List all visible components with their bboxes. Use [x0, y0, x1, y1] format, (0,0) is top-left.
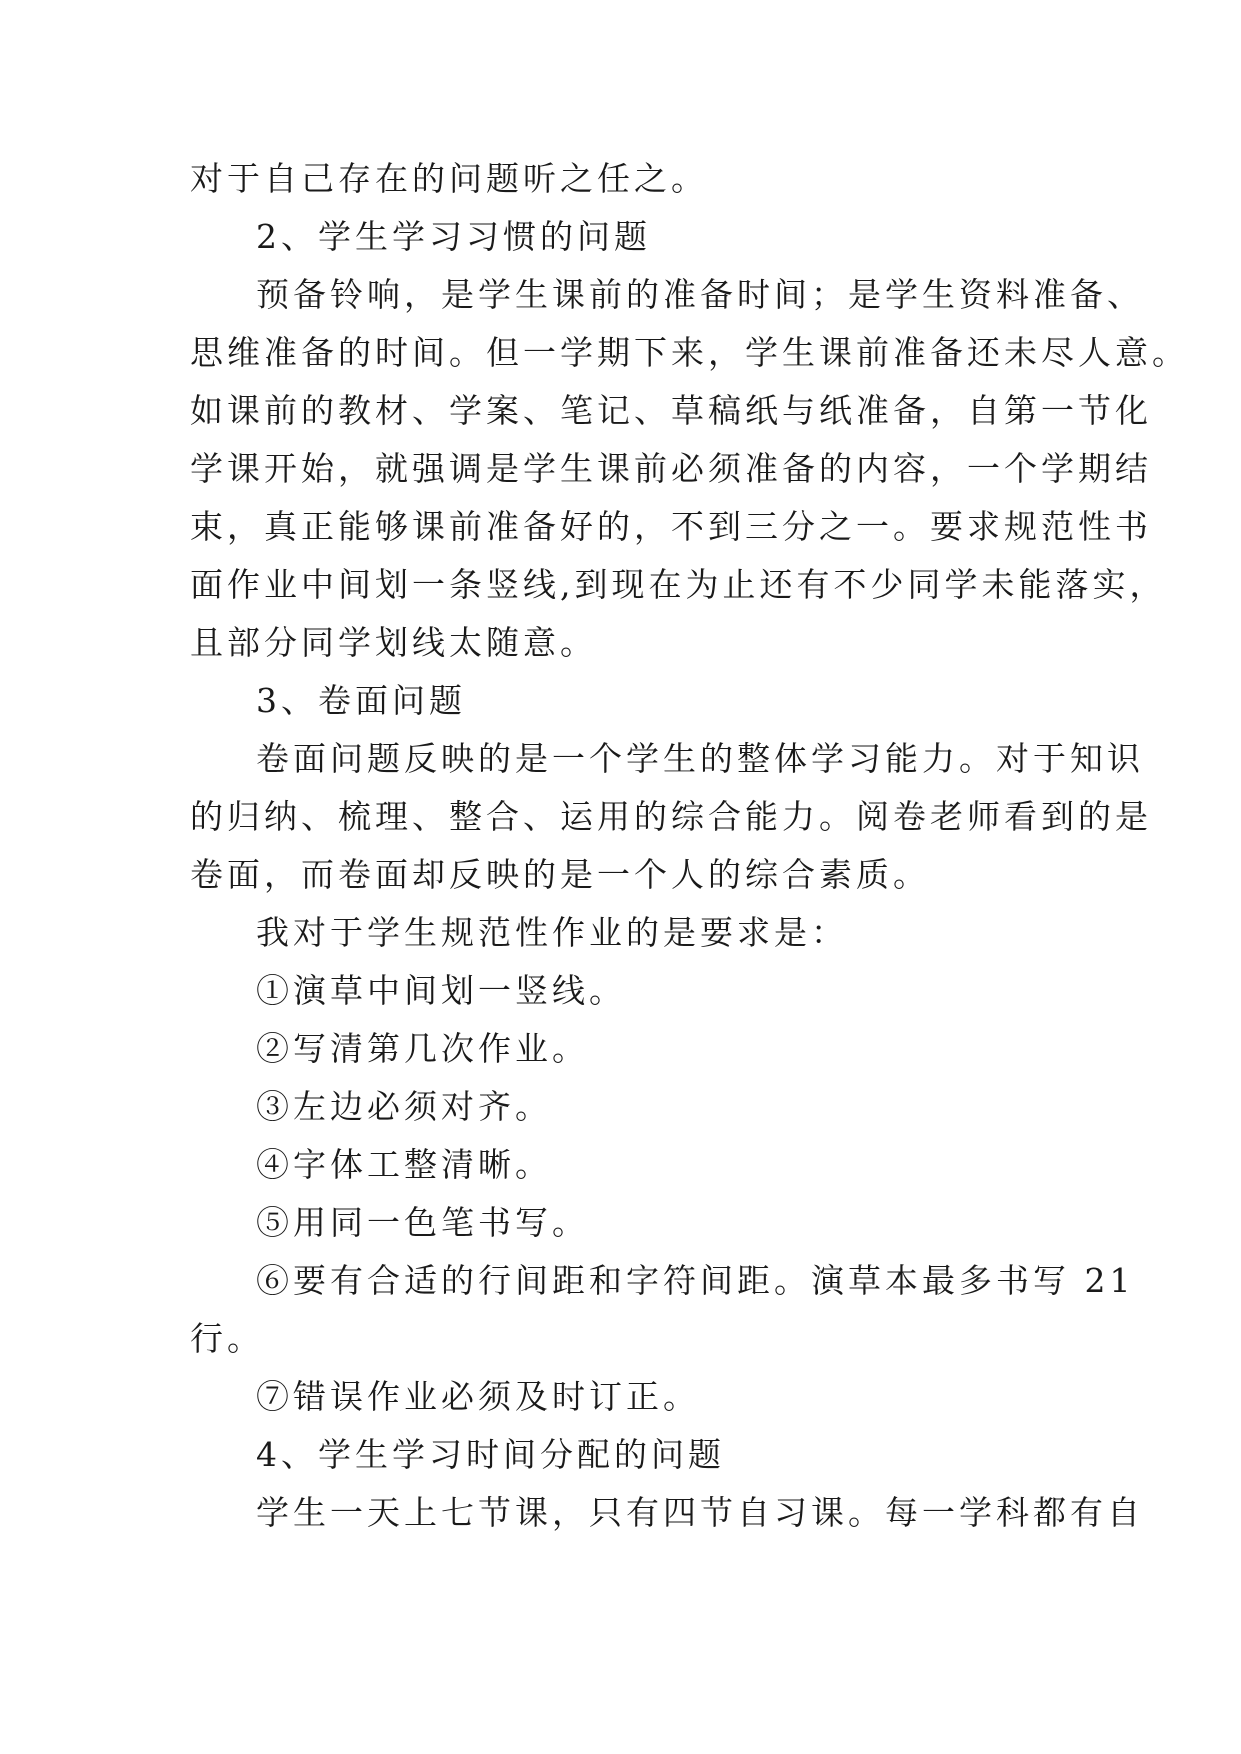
section-heading: 4、学生学习时间分配的问题 — [256, 1435, 725, 1474]
list-item: ⑥要有合适的行间距和字符间距。演草本最多书写 21 — [256, 1261, 1135, 1300]
list-item: ③左边必须对齐。 — [256, 1087, 552, 1126]
paragraph-line: 卷面，而卷面却反映的是一个人的综合素质。 — [190, 855, 930, 894]
list-item-continuation: 行。 — [190, 1319, 264, 1358]
section-heading: 3、卷面问题 — [256, 681, 466, 720]
section-heading: 2、学生学习习惯的问题 — [256, 217, 651, 256]
paragraph-line: 我对于学生规范性作业的是要求是： — [256, 913, 848, 952]
paragraph-line: 束，真正能够课前准备好的，不到三分之一。要求规范性书 — [190, 507, 1152, 546]
paragraph-line: 面作业中间划一条竖线,到现在为止还有不少同学未能落实， — [190, 565, 1167, 604]
paragraph-line: 的归纳、梳理、整合、运用的综合能力。阅卷老师看到的是 — [190, 797, 1152, 836]
document-page — [190, 150, 1189, 1542]
paragraph-line: 如课前的教材、学案、笔记、草稿纸与纸准备，自第一节化 — [190, 391, 1152, 430]
list-item: ①演草中间划一竖线。 — [256, 971, 626, 1010]
list-item: ⑦错误作业必须及时订正。 — [256, 1377, 700, 1416]
paragraph-line: 思维准备的时间。但一学期下来，学生课前准备还未尽人意。 — [190, 333, 1189, 372]
paragraph-line: 预备铃响，是学生课前的准备时间；是学生资料准备、 — [256, 275, 1144, 314]
paragraph-line: 学课开始，就强调是学生课前必须准备的内容，一个学期结 — [190, 449, 1152, 488]
paragraph-line: 且部分同学划线太随意。 — [190, 623, 597, 662]
list-item: ⑤用同一色笔书写。 — [256, 1203, 589, 1242]
paragraph-line: 对于自己存在的问题听之任之。 — [190, 159, 708, 198]
paragraph-line: 卷面问题反映的是一个学生的整体学习能力。对于知识 — [256, 739, 1144, 778]
list-item: ②写清第几次作业。 — [256, 1029, 589, 1068]
list-item: ④字体工整清晰。 — [256, 1145, 552, 1184]
paragraph-line: 学生一天上七节课，只有四节自习课。每一学科都有自 — [256, 1493, 1144, 1532]
